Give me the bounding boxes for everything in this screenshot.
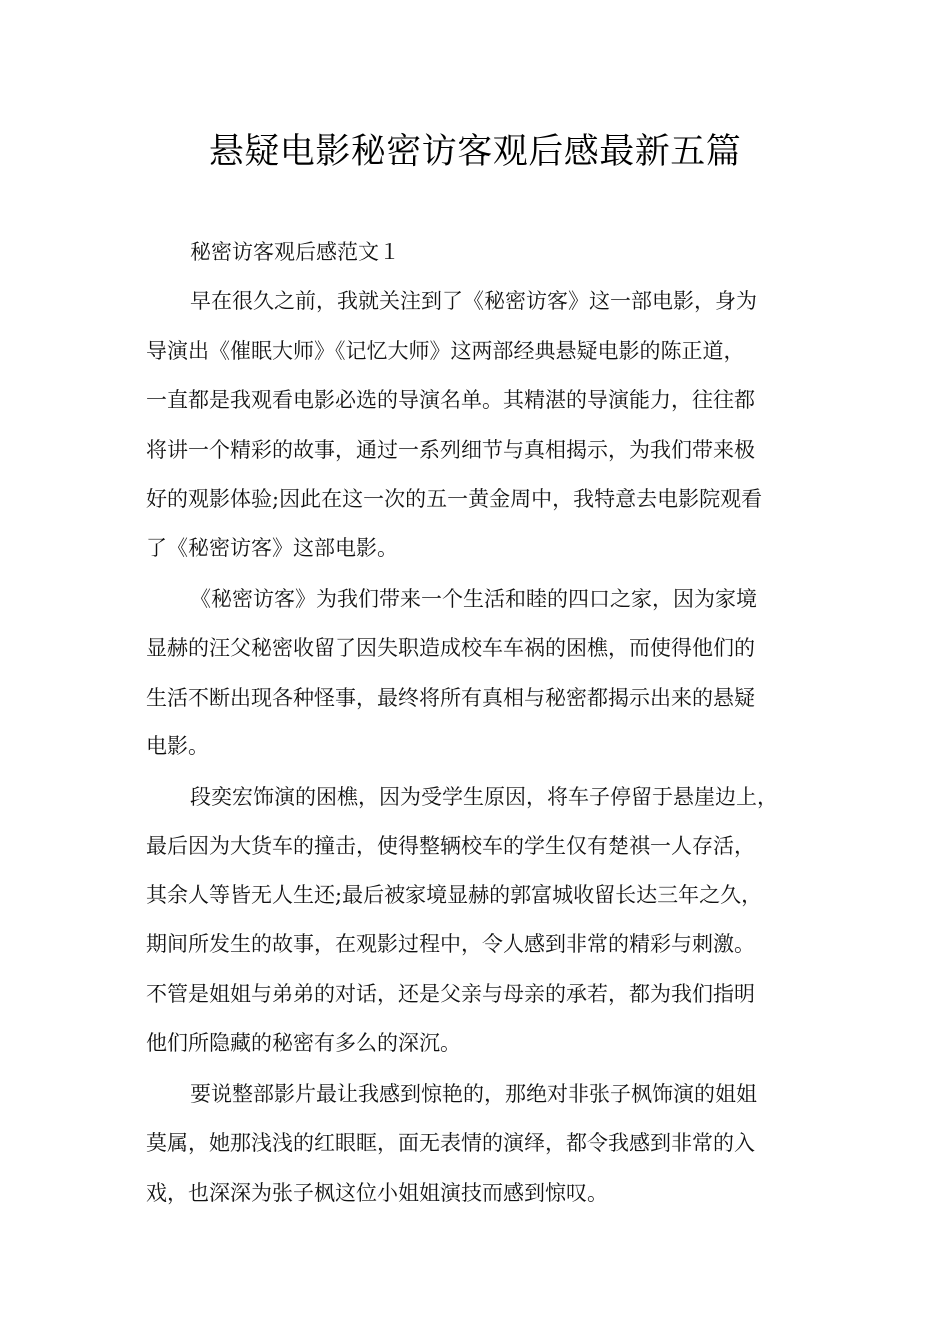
paragraph-line: 显赫的汪父秘密收留了因失职造成校车车祸的困樵，而使得他们的 bbox=[146, 636, 755, 660]
paragraph-line: 早在很久之前，我就关注到了《秘密访客》这一部电影，身为 bbox=[190, 289, 757, 313]
paragraph-line: 了《秘密访客》这部电影。 bbox=[146, 536, 398, 560]
paragraph-line: 好的观影体验;因此在这一次的五一黄金周中，我特意去电影院观看 bbox=[146, 487, 763, 511]
paragraph-line: 其余人等皆无人生还;最后被家境显赫的郭富城收留长达三年之久， bbox=[146, 883, 763, 907]
paragraph-line: 戏，也深深为张子枫这位小姐姐演技而感到惊叹。 bbox=[146, 1181, 608, 1205]
paragraph-line: 要说整部影片最让我感到惊艳的，那绝对非张子枫饰演的姐姐 bbox=[190, 1082, 757, 1106]
paragraph-line: 《秘密访客》为我们带来一个生活和睦的四口之家，因为家境 bbox=[190, 587, 757, 611]
paragraph-line: 导演出《催眠大师》《记忆大师》这两部经典悬疑电影的陈正道， bbox=[146, 339, 745, 363]
paragraph-line: 期间所发生的故事，在观影过程中，令人感到非常的精彩与刺激。 bbox=[146, 932, 755, 956]
paragraph-line: 他们所隐藏的秘密有多么的深沉。 bbox=[146, 1031, 461, 1055]
paragraph-line: 不管是姐姐与弟弟的对话，还是父亲与母亲的承若，都为我们指明 bbox=[146, 982, 755, 1006]
paragraph-line: 段奕宏饰演的困樵，因为受学生原因，将车子停留于悬崖边上， bbox=[190, 785, 778, 809]
page-title: 悬疑电影秘密访客观后感最新五篇 bbox=[208, 132, 742, 172]
paragraph-line: 将讲一个精彩的故事，通过一系列细节与真相揭示，为我们带来极 bbox=[146, 438, 755, 462]
paragraph-line: 一直都是我观看电影必选的导演名单。其精湛的导演能力，往往都 bbox=[146, 388, 755, 412]
paragraph-line: 电影。 bbox=[146, 734, 209, 758]
paragraph-line: 生活不断出现各种怪事，最终将所有真相与秘密都揭示出来的悬疑 bbox=[146, 686, 755, 710]
paragraph-line: 莫属，她那浅浅的红眼眶，面无表情的演绎，都令我感到非常的入 bbox=[146, 1131, 755, 1155]
paragraph-line: 最后因为大货车的撞击，使得整辆校车的学生仅有楚祺一人存活， bbox=[146, 834, 755, 858]
section-heading: 秘密访客观后感范文１ bbox=[190, 240, 400, 264]
